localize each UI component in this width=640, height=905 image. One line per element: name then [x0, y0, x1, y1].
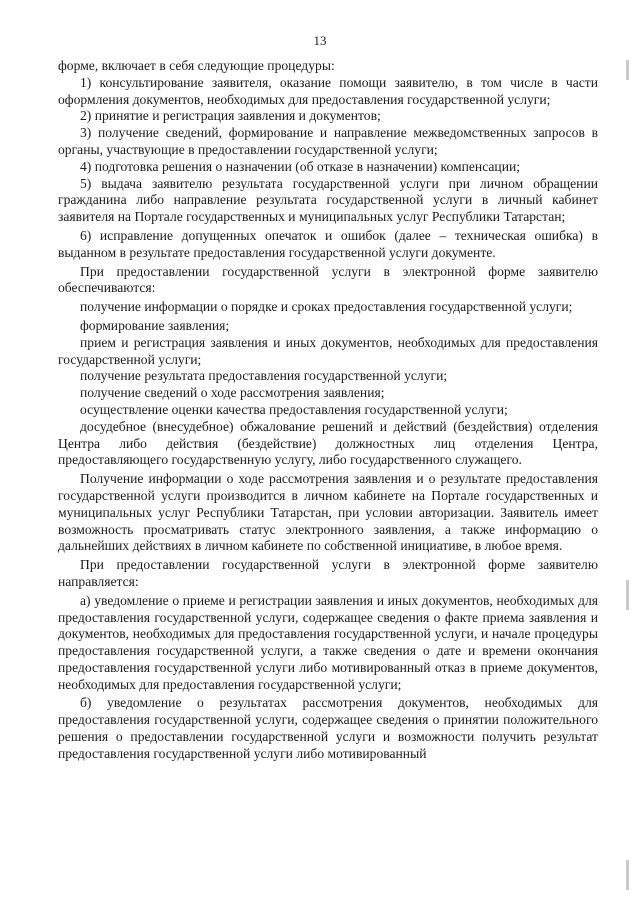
paragraph: б) уведомление о результатах рассмотрения документов, необходимых для предоставления государственной услуги, содержащее сведения о принятии положительного решения о предоставлении государственной услуги и возможности получить результат предоставления государственной услуги либо мотивированный: [58, 695, 598, 761]
paragraph: а) уведомление о приеме и регистрации заявления и иных документов, необходимых для предоставления государственной услуги, содержащее сведения о факте приема заявления и документов, необходимых для предоставления государственной услуги, и начале процедуры предоставления государственной услуги, а также сведения о дате и времени окончания предоставления государственной услуги либо мотивированный отказ в приеме документов, необходимых для предоставления государственной услуги;: [58, 592, 598, 692]
paragraph: прием и регистрация заявления и иных документов, необходимых для предоставления государственной услуги;: [58, 334, 598, 367]
paragraph: получение результата предоставления государственной услуги;: [80, 368, 448, 384]
paragraph: осуществление оценки качества предоставления государственной услуги;: [80, 401, 508, 417]
paragraph: При предоставлении государственной услуги в электронной форме заявителю обеспечиваются:: [58, 263, 598, 296]
paragraph: Получение информации о ходе рассмотрения заявления и о результате предоставления государственной услуги производится в личном кабинете на Портале государственных и муниципальных услуг Республики Татарстан, при условии авторизации. Заявитель имеет возможность просматривать статус электронного заявления, а также информацию о дальнейших действиях в личном кабинете по собственной инициативе, в любое время.: [58, 471, 598, 554]
paragraph: 4) подготовка решения о назначении (об отказе в назначении) компенсации;: [80, 158, 521, 174]
paragraph: 5) выдача заявителю результата государственной услуги при личном обращении гражданина либо направление результата государственной услуги в личный кабинет заявителя на Портале государственных и муниципальных услуг Республики Татарстан;: [58, 175, 598, 225]
paragraph: получение сведений о ходе рассмотрения заявления;: [80, 385, 385, 401]
paragraph: досудебное (внесудебное) обжалование решений и действий (бездействия) отделения Центра либо действия (бездействие) должностных лиц отделения Центра, предоставляющего государственную услугу, либо государственного служащего.: [58, 418, 598, 468]
paragraph: 1) консультирование заявителя, оказание помощи заявителю, в том числе в части оформления документов, необходимых для предоставления государственной услуги;: [58, 74, 598, 107]
scan-edge-mark: [626, 860, 629, 890]
scan-edge-mark: [626, 580, 629, 610]
paragraph: 6) исправление допущенных опечаток и ошибок (далее – техническая ошибка) в выданном в результате предоставления государственной услуги документе.: [58, 227, 598, 260]
page-number: 13: [313, 33, 327, 48]
paragraph: 3) получение сведений, формирование и направление межведомственных запросов в органы, участвующие в предоставлении государственной услуги;: [58, 125, 598, 157]
scan-edge-mark: [626, 60, 629, 80]
paragraph: 2) принятие и регистрация заявления и документов;: [80, 108, 381, 124]
paragraph: получение информации о порядке и сроках предоставления государственной услуги;: [80, 299, 573, 315]
paragraph: формирование заявления;: [80, 317, 230, 333]
document-body: [58, 58, 598, 763]
paragraph: форме, включает в себя следующие процедуры:: [58, 58, 335, 73]
paragraph: При предоставлении государственной услуги в электронной форме заявителю направляется:: [58, 557, 598, 589]
